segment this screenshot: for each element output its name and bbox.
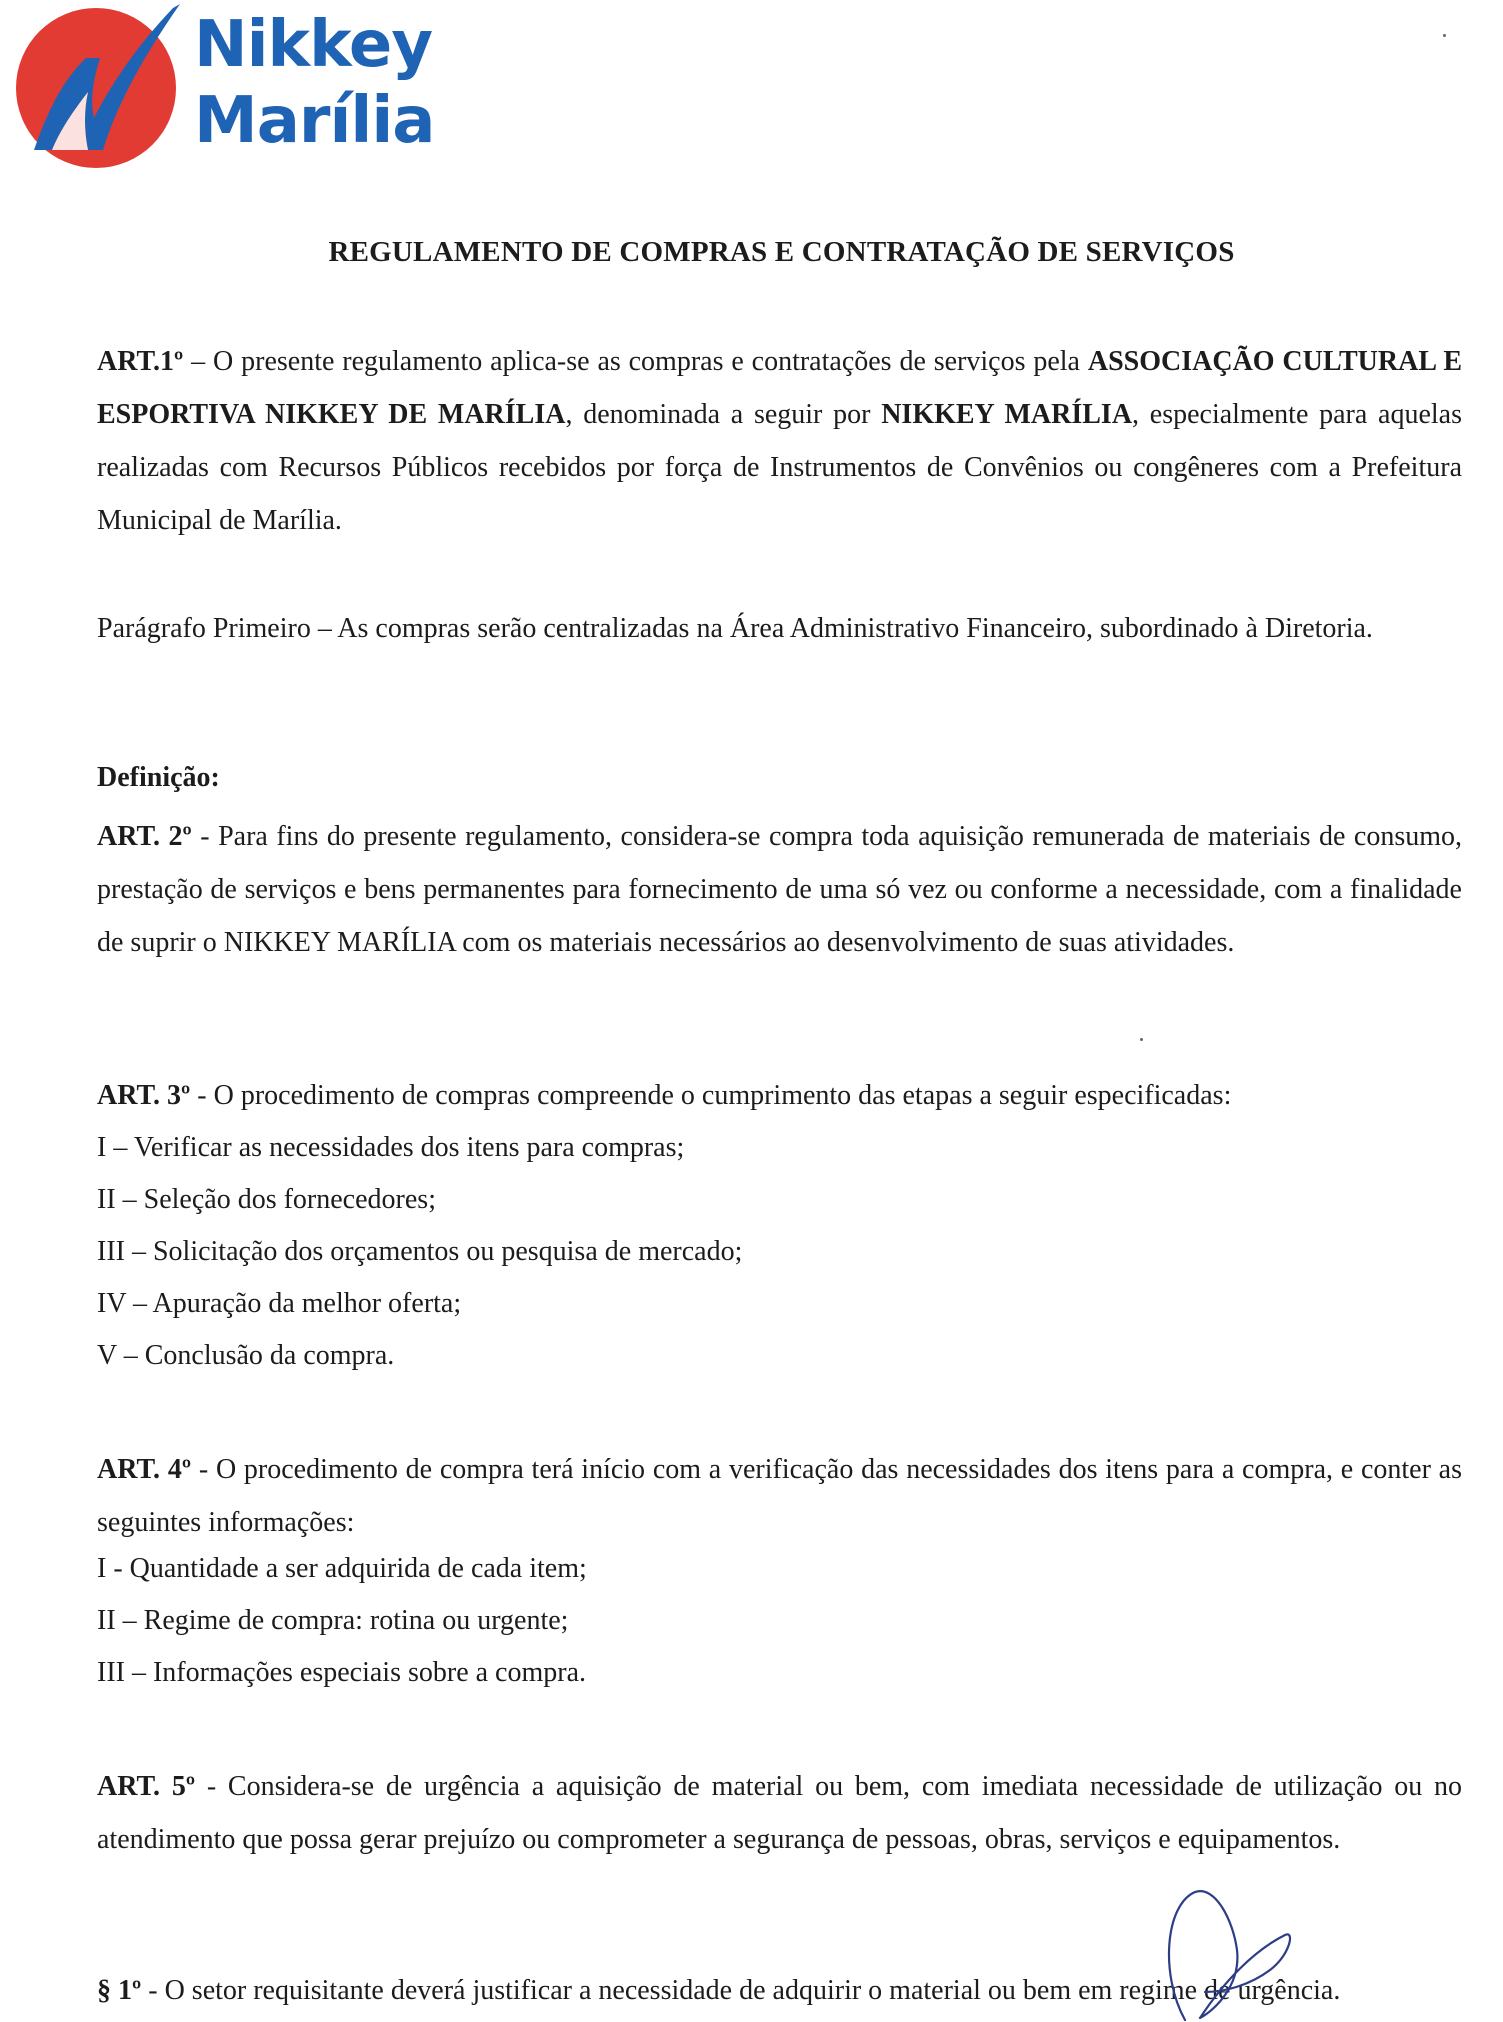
logo-emblem-icon: [8, 0, 198, 175]
paragraph-1-text: - O setor requisitante deverá justificar a necessidade de adquirir o material ou bem em regime de urgência.: [141, 1975, 1341, 2006]
art1-label: ART.1º: [97, 346, 184, 377]
art3-item: V – Conclusão da compra.: [97, 1340, 395, 1371]
art3-heading: [97, 1080, 1231, 1112]
art5-paragraph: [97, 1760, 1462, 1866]
art1-paragraph: [97, 335, 1462, 547]
art3-item: II – Seleção dos fornecedores;: [97, 1184, 436, 1215]
handwritten-initials-signature: [1155, 1880, 1305, 2022]
art2-paragraph: [97, 810, 1462, 969]
paragraph-1: [97, 1975, 1340, 2007]
scan-speck: [1443, 34, 1446, 37]
page-title: REGULAMENTO DE COMPRAS E CONTRATAÇÃO DE SERVIÇOS: [328, 236, 1235, 268]
paragraph-1-label: § 1º: [97, 1975, 142, 2006]
definicao-heading: Definição:: [97, 762, 220, 793]
art2-text: - Para fins do presente regulamento, considera-se compra toda aquisição remunerada de materiais de consumo, prestação de serviços e bens permanentes para fornecimento de uma só vez ou conforme a necessidade, com a finalidade de suprir o NIKKEY MARÍLIA com os materiais necessários ao desenvolvimento de suas atividades.: [97, 821, 1463, 958]
art5-label: ART. 5º: [97, 1771, 196, 1802]
nikkey-marilia-logo: [8, 0, 448, 175]
art4-label: ART. 4º: [97, 1454, 192, 1485]
art4-item: I - Quantidade a ser adquirida de cada item;: [97, 1553, 587, 1584]
art4-item: II – Regime de compra: rotina ou urgente;: [97, 1605, 569, 1636]
art3-item: I – Verificar as necessidades dos itens para compras;: [97, 1132, 685, 1163]
art3-label: ART. 3º: [97, 1080, 191, 1111]
scan-speck: [1140, 1038, 1143, 1041]
art2-label: ART. 2º: [97, 821, 192, 852]
logo-name-line2: Marília: [194, 84, 435, 158]
art1-org-name: ASSOCIAÇÃO CULTURAL E ESPORTIVA NIKKEY DE MARÍLIA: [97, 346, 1462, 430]
art1-text-2: , denominada a seguir por: [565, 399, 882, 430]
art4-text: - O procedimento de compra terá início com a verificação das necessidades dos itens para a compra, e conter as seguintes informações:: [97, 1454, 1463, 1538]
paragrafo-primeiro: Parágrafo Primeiro – As compras serão centralizadas na Área Administrativo Financeiro, subordinado à Diretoria.: [97, 613, 1373, 644]
logo-name-line1: Nikkey: [194, 8, 433, 82]
art3-item: III – Solicitação dos orçamentos ou pesquisa de mercado;: [97, 1236, 743, 1267]
art3-item: IV – Apuração da melhor oferta;: [97, 1288, 462, 1319]
art4-paragraph: [97, 1443, 1462, 1549]
art1-short-name: NIKKEY MARÍLIA: [881, 399, 1133, 430]
art5-text: - Considera-se de urgência a aquisição de material ou bem, com imediata necessidade de utilização ou no atendimento que possa gerar prejuízo ou comprometer a segurança de pessoas, obras, serviços e equipamentos.: [97, 1771, 1462, 1855]
art4-item: III – Informações especiais sobre a compra.: [97, 1657, 587, 1688]
art3-text: - O procedimento de compras compreende o cumprimento das etapas a seguir especificadas:: [190, 1080, 1232, 1111]
art1-text-3: , especialmente para aquelas realizadas com Recursos Públicos recebidos por força de Instrumentos de Convênios ou congêneres com a Prefeitura Municipal de Marília.: [97, 399, 1463, 536]
art1-text-1: – O presente regulamento aplica-se as compras e contratações de serviços pela: [183, 346, 1088, 377]
